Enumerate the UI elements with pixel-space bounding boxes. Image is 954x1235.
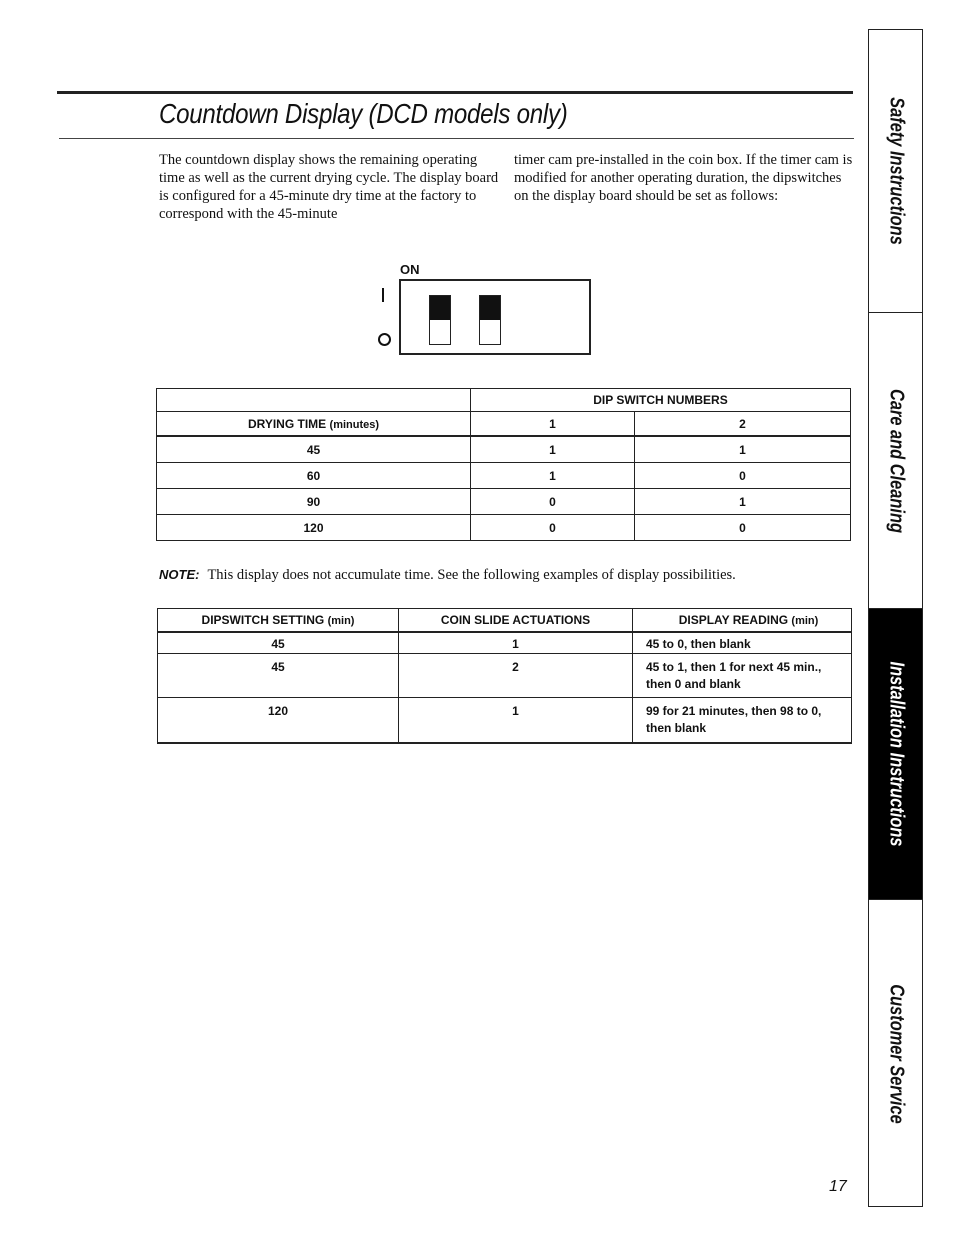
tab-label: Customer Service: [885, 983, 907, 1124]
note: [159, 567, 736, 584]
table-row: [157, 463, 851, 489]
note-text: This display does not accumulate time. See the following examples of display possibilities.: [207, 567, 736, 583]
drying-time-cell: 45: [157, 436, 471, 463]
reading-line-1: 45 to 1, then 1 for next 45 min.,: [646, 660, 822, 674]
section-tabs: [868, 29, 923, 1207]
drying-time-header: [157, 412, 471, 437]
setting-cell: 45: [158, 632, 399, 654]
dip-switch-numbers-header: DIP SWITCH NUMBERS: [471, 389, 851, 412]
display-reading-table: [157, 608, 852, 744]
switch-knob: [430, 296, 450, 320]
dip-switch-2: [479, 295, 501, 345]
switch-2-cell: 0: [635, 515, 851, 541]
table-row: [157, 489, 851, 515]
setting-cell: 120: [158, 698, 399, 744]
intro-paragraph-col1: The countdown display shows the remaining operating time as well as the current drying cycle. The display board is configured for a 45-minute dry time at the factory to correspond with the 45-minute: [159, 152, 499, 222]
table-row: [157, 515, 851, 541]
tab-care-and-cleaning[interactable]: [869, 313, 922, 609]
switch-1-cell: 0: [471, 515, 635, 541]
switch-1-cell: 0: [471, 489, 635, 515]
top-rule: [57, 91, 853, 94]
actuations-cell: 1: [399, 698, 633, 744]
switch-knob: [480, 296, 500, 320]
tab-installation-instructions[interactable]: [869, 609, 922, 899]
reading-line-2: then blank: [646, 721, 707, 735]
on-position-icon: [382, 288, 384, 302]
header-blank-cell: [157, 389, 471, 412]
drying-time-cell: 60: [157, 463, 471, 489]
note-label: NOTE:: [159, 567, 200, 582]
reading-cell: [633, 654, 852, 698]
reading-line-2: then 0 and blank: [646, 677, 741, 691]
tab-customer-service[interactable]: [869, 899, 922, 1207]
tab-label: Care and Cleaning: [885, 388, 907, 533]
display-reading-unit: (min): [791, 615, 819, 627]
dip-switch-1: [429, 295, 451, 345]
drying-time-cell: 90: [157, 489, 471, 515]
table-row: [158, 698, 852, 744]
switch-1-cell: 1: [471, 436, 635, 463]
off-position-icon: [378, 333, 391, 346]
drying-time-cell: 120: [157, 515, 471, 541]
display-reading-header: [633, 609, 852, 633]
table-row: [158, 654, 852, 698]
intro-paragraph-col2: timer cam pre-installed in the coin box. If the timer cam is modified for another operating duration, the dipswitches on the display board should be set as follows:: [514, 152, 853, 204]
switch-housing: [399, 279, 591, 355]
dip-switch-table: [156, 388, 851, 541]
switch-2-header: 2: [635, 412, 851, 437]
actuations-cell: 2: [399, 654, 633, 698]
setting-cell: 45: [158, 654, 399, 698]
display-reading-label: DISPLAY READING: [678, 613, 789, 627]
page-title: Countdown Display (DCD models only): [159, 98, 568, 129]
reading-cell: [633, 698, 852, 744]
switch-1-header: 1: [471, 412, 635, 437]
reading-line-1: 45 to 0, then blank: [646, 637, 751, 651]
dipswitch-setting-header: [158, 609, 399, 633]
switch-1-cell: 1: [471, 463, 635, 489]
dip-switch-diagram: [376, 262, 606, 364]
reading-cell: [633, 632, 852, 654]
dipswitch-setting-unit: (min): [327, 615, 355, 627]
switch-2-cell: 0: [635, 463, 851, 489]
drying-time-label: DRYING TIME: [247, 416, 327, 431]
coin-slide-header: COIN SLIDE ACTUATIONS: [399, 609, 633, 633]
tab-label: Safety Instructions: [885, 97, 907, 245]
table-row: [158, 632, 852, 654]
dipswitch-setting-label: DIPSWITCH SETTING: [201, 613, 325, 627]
title-underline: [59, 138, 854, 139]
on-label: ON: [400, 262, 420, 277]
switch-2-cell: 1: [635, 436, 851, 463]
drying-time-unit: (minutes): [329, 418, 380, 431]
reading-line-1: 99 for 21 minutes, then 98 to 0,: [646, 704, 822, 718]
page-number: 17: [829, 1178, 847, 1195]
actuations-cell: 1: [399, 632, 633, 654]
switch-2-cell: 1: [635, 489, 851, 515]
tab-safety-instructions[interactable]: [869, 30, 922, 313]
table-row: [157, 436, 851, 463]
tab-label: Installation Instructions: [885, 661, 907, 847]
